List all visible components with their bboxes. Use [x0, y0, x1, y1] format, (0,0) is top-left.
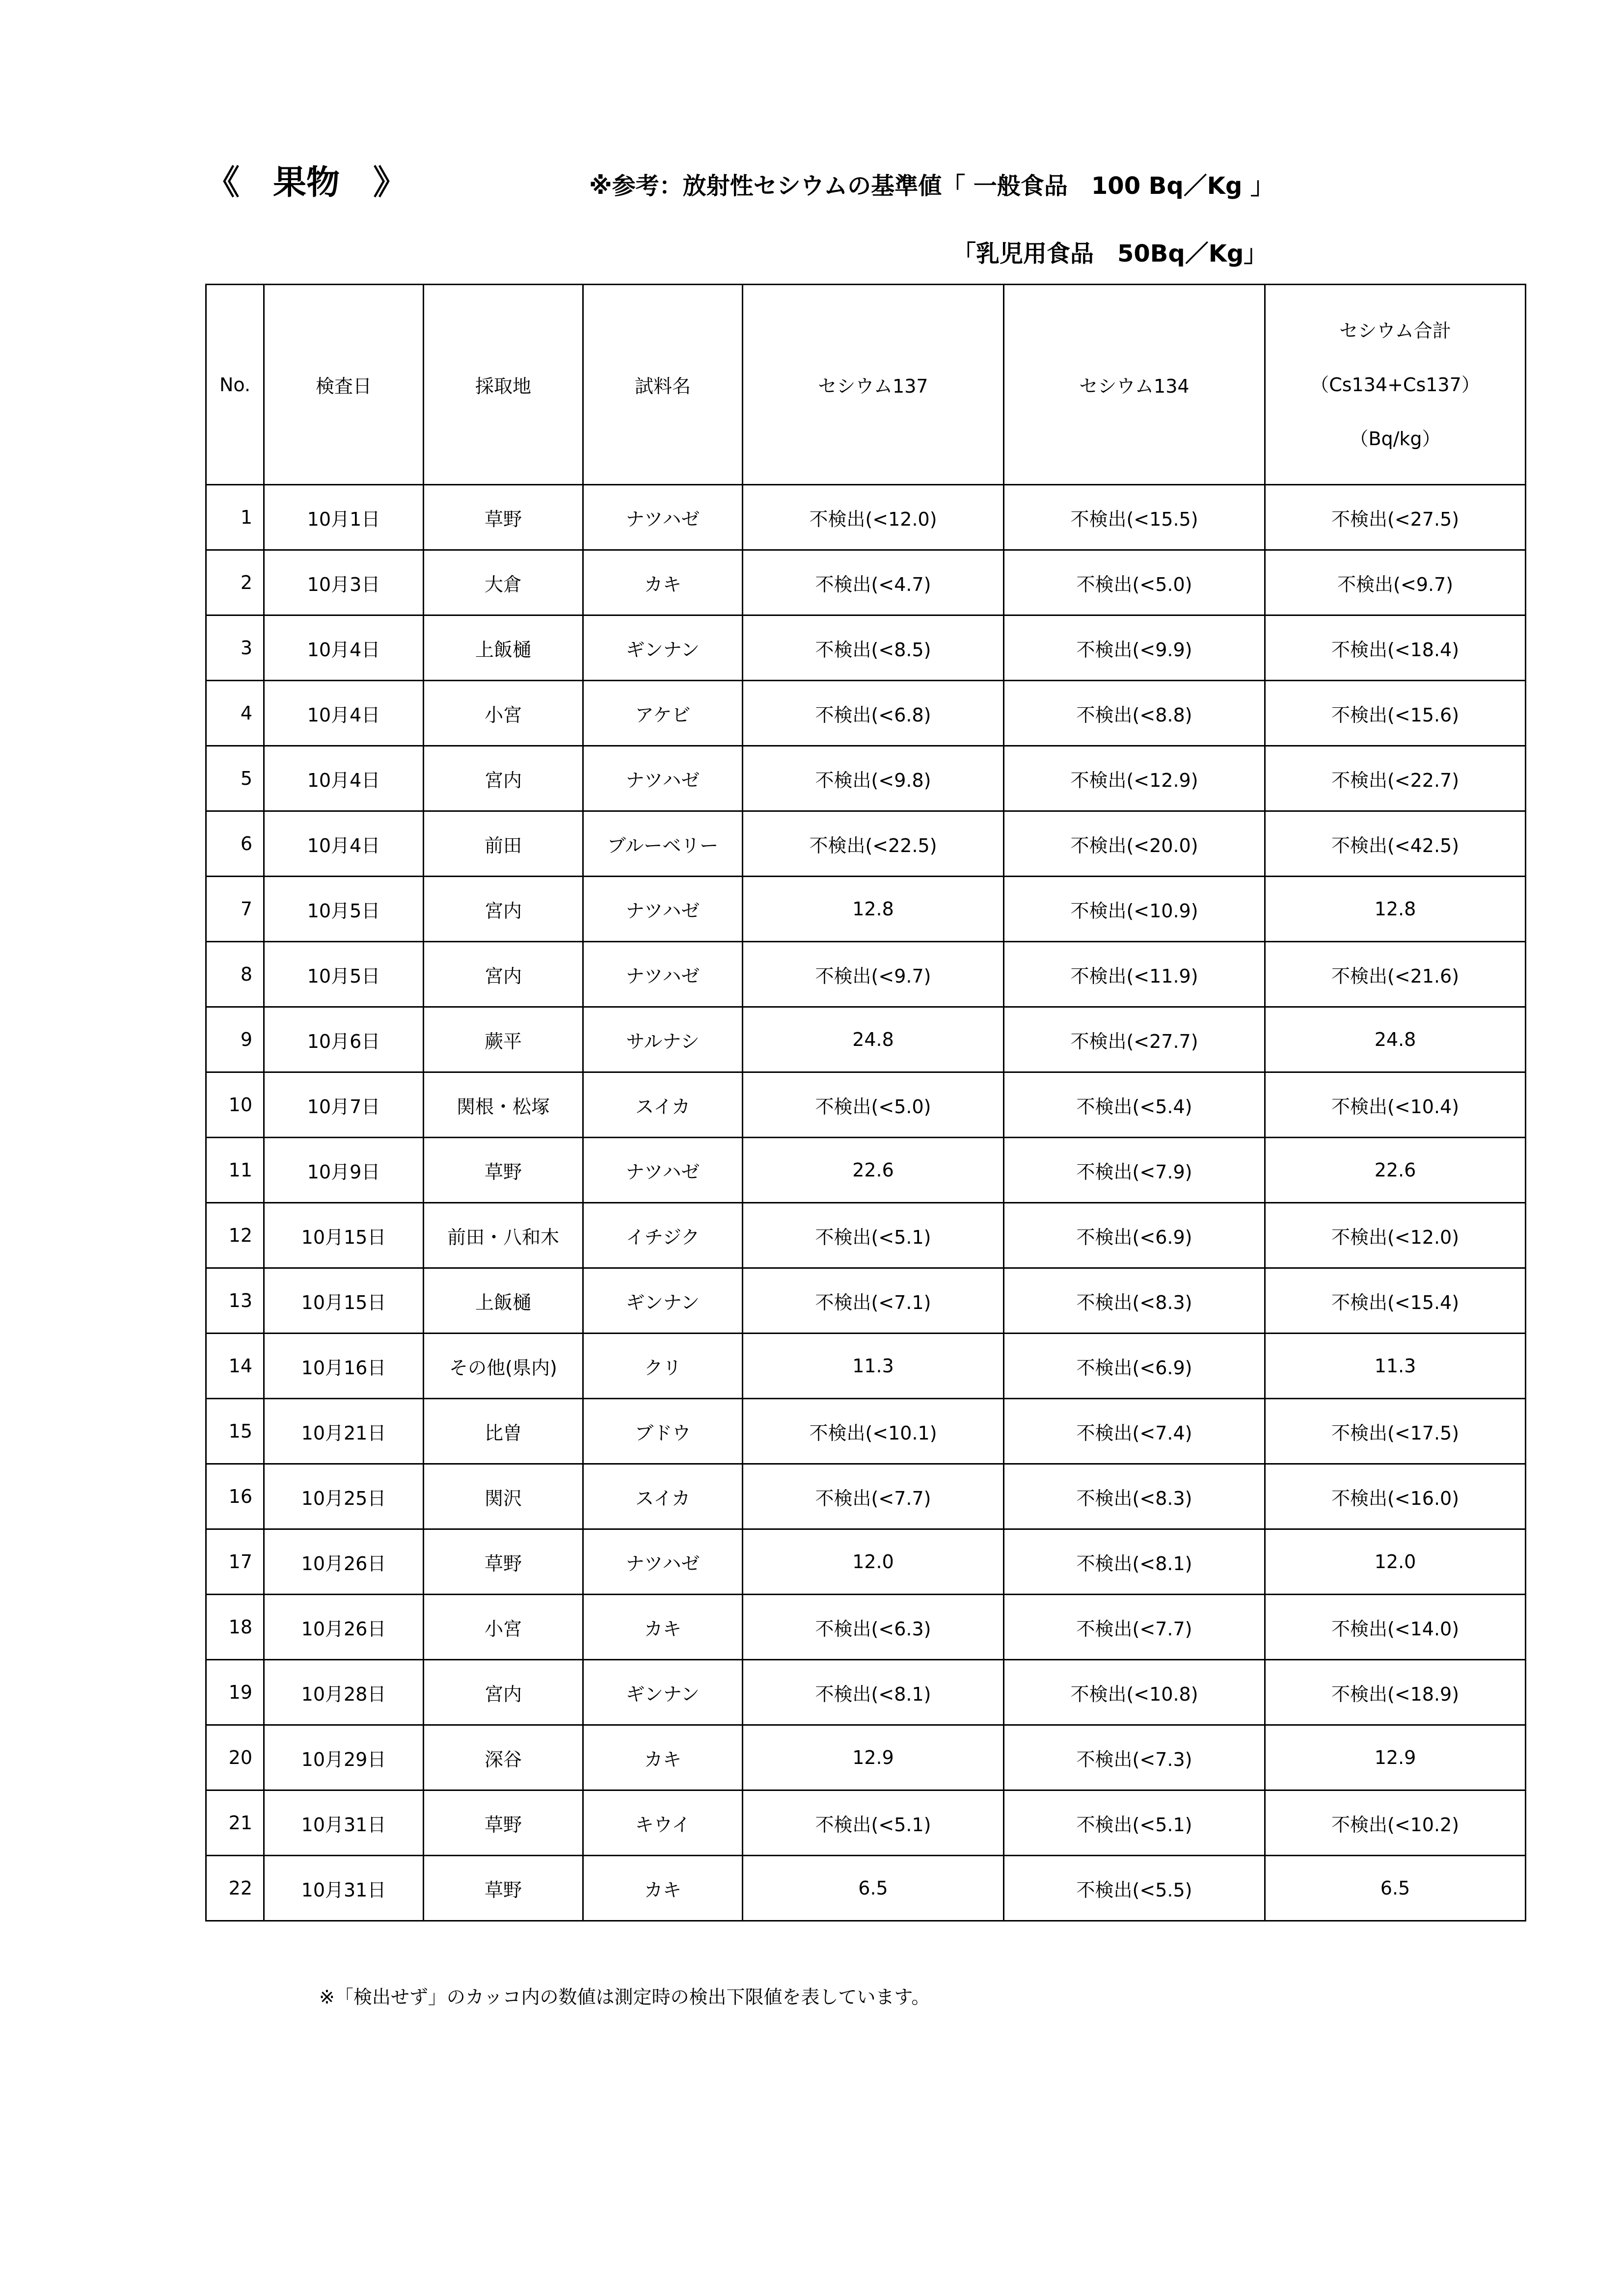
- table-row: [206, 550, 1526, 615]
- cell-total: 22.6: [1265, 1138, 1526, 1203]
- cell-date: 10月4日: [264, 746, 424, 811]
- cell-cs137: 12.0: [743, 1529, 1004, 1595]
- table-row: [206, 746, 1526, 811]
- cell-total: 不検出(<42.5): [1265, 811, 1526, 877]
- cell-date: 10月7日: [264, 1072, 424, 1138]
- cell-sample: ナツハゼ: [583, 1138, 743, 1203]
- table-row: [206, 1138, 1526, 1203]
- cell-date: 10月5日: [264, 877, 424, 942]
- cell-sample: ギンナン: [583, 1268, 743, 1334]
- cell-no: 21: [206, 1790, 264, 1856]
- cell-location: 草野: [424, 1529, 583, 1595]
- cell-total: 不検出(<9.7): [1265, 550, 1526, 615]
- cell-cs137: 6.5: [743, 1856, 1004, 1921]
- cell-sample: クリ: [583, 1334, 743, 1399]
- table-row: [206, 1595, 1526, 1660]
- cell-sample: ブドウ: [583, 1399, 743, 1464]
- cell-no: 5: [206, 746, 264, 811]
- cell-total: 不検出(<12.0): [1265, 1203, 1526, 1268]
- cell-date: 10月26日: [264, 1529, 424, 1595]
- cell-date: 10月4日: [264, 811, 424, 877]
- cell-cs137: 24.8: [743, 1007, 1004, 1072]
- cell-no: 18: [206, 1595, 264, 1660]
- table-row: [206, 615, 1526, 681]
- cell-sample: カキ: [583, 550, 743, 615]
- cell-cs137: 不検出(<5.1): [743, 1790, 1004, 1856]
- table-row: [206, 1399, 1526, 1464]
- cell-location: 蕨平: [424, 1007, 583, 1072]
- cell-no: 2: [206, 550, 264, 615]
- cell-date: 10月29日: [264, 1725, 424, 1790]
- cell-no: 9: [206, 1007, 264, 1072]
- cell-cs137: 不検出(<6.8): [743, 681, 1004, 746]
- cell-cs134: 不検出(<27.7): [1004, 1007, 1265, 1072]
- cell-total: 不検出(<14.0): [1265, 1595, 1526, 1660]
- cell-no: 15: [206, 1399, 264, 1464]
- table-row: [206, 1334, 1526, 1399]
- cell-cs134: 不検出(<5.0): [1004, 550, 1265, 615]
- cell-cs137: 不検出(<9.7): [743, 942, 1004, 1007]
- cell-cs134: 不検出(<8.3): [1004, 1464, 1265, 1529]
- cell-total: 不検出(<22.7): [1265, 746, 1526, 811]
- cell-total: 12.0: [1265, 1529, 1526, 1595]
- cell-cs134: 不検出(<5.5): [1004, 1856, 1265, 1921]
- cell-total: 不検出(<18.4): [1265, 615, 1526, 681]
- cell-date: 10月5日: [264, 942, 424, 1007]
- cell-location: 宮内: [424, 877, 583, 942]
- reference-general-food: ※参考：放射性セシウムの基準値「 一般食品 100 Bq／Kg 」: [589, 172, 1274, 200]
- cell-cs137: 不検出(<9.8): [743, 746, 1004, 811]
- cell-total: 不検出(<17.5): [1265, 1399, 1526, 1464]
- cell-cs134: 不検出(<11.9): [1004, 942, 1265, 1007]
- cell-total: 不検出(<15.6): [1265, 681, 1526, 746]
- cell-sample: カキ: [583, 1856, 743, 1921]
- cell-cs137: 11.3: [743, 1334, 1004, 1399]
- cell-location: 深谷: [424, 1725, 583, 1790]
- cell-sample: ブルーベリー: [583, 811, 743, 877]
- cell-no: 20: [206, 1725, 264, 1790]
- cell-location: 関根・松塚: [424, 1072, 583, 1138]
- cell-total: 12.8: [1265, 877, 1526, 942]
- cell-cs134: 不検出(<9.9): [1004, 615, 1265, 681]
- cell-cs134: 不検出(<7.3): [1004, 1725, 1265, 1790]
- cell-date: 10月4日: [264, 681, 424, 746]
- cell-total: 不検出(<10.2): [1265, 1790, 1526, 1856]
- cell-cs137: 不検出(<7.7): [743, 1464, 1004, 1529]
- cell-sample: ナツハゼ: [583, 1529, 743, 1595]
- cell-sample: スイカ: [583, 1072, 743, 1138]
- cell-location: 草野: [424, 1790, 583, 1856]
- table-row: [206, 1529, 1526, 1595]
- cell-total: 12.9: [1265, 1725, 1526, 1790]
- header-cs134: セシウム134: [1004, 285, 1265, 485]
- cell-date: 10月3日: [264, 550, 424, 615]
- cell-no: 6: [206, 811, 264, 877]
- cell-date: 10月31日: [264, 1856, 424, 1921]
- cell-cs137: 不検出(<6.3): [743, 1595, 1004, 1660]
- cell-total: 不検出(<15.4): [1265, 1268, 1526, 1334]
- cell-no: 22: [206, 1856, 264, 1921]
- cell-date: 10月4日: [264, 615, 424, 681]
- cell-no: 10: [206, 1072, 264, 1138]
- header-cs137: セシウム137: [743, 285, 1004, 485]
- cell-cs134: 不検出(<15.5): [1004, 485, 1265, 550]
- cell-date: 10月15日: [264, 1268, 424, 1334]
- cell-location: 上飯樋: [424, 615, 583, 681]
- cell-cs137: 不検出(<8.5): [743, 615, 1004, 681]
- cell-cs137: 不検出(<5.0): [743, 1072, 1004, 1138]
- cell-location: 比曽: [424, 1399, 583, 1464]
- cell-location: 草野: [424, 1856, 583, 1921]
- cell-no: 3: [206, 615, 264, 681]
- cell-total: 11.3: [1265, 1334, 1526, 1399]
- cell-cs137: 不検出(<5.1): [743, 1203, 1004, 1268]
- cell-cs134: 不検出(<20.0): [1004, 811, 1265, 877]
- cell-no: 1: [206, 485, 264, 550]
- cell-date: 10月9日: [264, 1138, 424, 1203]
- cell-location: 草野: [424, 1138, 583, 1203]
- table-row: [206, 942, 1526, 1007]
- table-row: [206, 1203, 1526, 1268]
- cell-location: 宮内: [424, 942, 583, 1007]
- cell-cs137: 12.9: [743, 1725, 1004, 1790]
- cell-total: 不検出(<16.0): [1265, 1464, 1526, 1529]
- table-row: [206, 1790, 1526, 1856]
- cell-location: 関沢: [424, 1464, 583, 1529]
- cell-sample: ナツハゼ: [583, 942, 743, 1007]
- table-row: [206, 1856, 1526, 1921]
- cell-cs134: 不検出(<10.9): [1004, 877, 1265, 942]
- cell-date: 10月31日: [264, 1790, 424, 1856]
- header-total: [1265, 285, 1526, 485]
- cell-cs137: 不検出(<8.1): [743, 1660, 1004, 1725]
- table-row: [206, 877, 1526, 942]
- cell-cs134: 不検出(<7.9): [1004, 1138, 1265, 1203]
- cell-no: 11: [206, 1138, 264, 1203]
- cell-location: 小宮: [424, 681, 583, 746]
- cell-sample: ギンナン: [583, 1660, 743, 1725]
- cell-cs137: 不検出(<22.5): [743, 811, 1004, 877]
- cell-cs134: 不検出(<7.4): [1004, 1399, 1265, 1464]
- cell-cs134: 不検出(<12.9): [1004, 746, 1265, 811]
- cell-sample: アケビ: [583, 681, 743, 746]
- cell-no: 7: [206, 877, 264, 942]
- header-total-line3: （Bq/kg）: [1350, 427, 1441, 450]
- table-row: [206, 1725, 1526, 1790]
- cell-cs134: 不検出(<5.1): [1004, 1790, 1265, 1856]
- table-row: [206, 1268, 1526, 1334]
- table-row: [206, 1464, 1526, 1529]
- cell-cs137: 不検出(<7.1): [743, 1268, 1004, 1334]
- table-row: [206, 811, 1526, 877]
- cell-date: 10月28日: [264, 1660, 424, 1725]
- cell-sample: カキ: [583, 1595, 743, 1660]
- cell-sample: イチジク: [583, 1203, 743, 1268]
- cesium-results-table: [205, 284, 1526, 1922]
- cell-total: 24.8: [1265, 1007, 1526, 1072]
- table-row: [206, 1007, 1526, 1072]
- cell-no: 17: [206, 1529, 264, 1595]
- cell-cs134: 不検出(<8.1): [1004, 1529, 1265, 1595]
- header-sample: 試料名: [583, 285, 743, 485]
- cell-no: 19: [206, 1660, 264, 1725]
- cell-date: 10月26日: [264, 1595, 424, 1660]
- cell-no: 16: [206, 1464, 264, 1529]
- cell-location: 宮内: [424, 746, 583, 811]
- cell-location: 大倉: [424, 550, 583, 615]
- cell-location: 前田・八和木: [424, 1203, 583, 1268]
- cell-date: 10月1日: [264, 485, 424, 550]
- table-row: [206, 1072, 1526, 1138]
- header-date: 検査日: [264, 285, 424, 485]
- table-row: [206, 485, 1526, 550]
- header-location: 採取地: [424, 285, 583, 485]
- footnote: ※「検出せず」のカッコ内の数値は測定時の検出下限値を表しています。: [319, 1986, 930, 2008]
- header-total-line2: （Cs134+Cs137）: [1310, 374, 1480, 396]
- cell-sample: スイカ: [583, 1464, 743, 1529]
- cell-sample: ギンナン: [583, 615, 743, 681]
- reference-infant-food: 「乳児用食品 50Bq／Kg」: [952, 240, 1268, 267]
- cell-date: 10月16日: [264, 1334, 424, 1399]
- cell-total: 6.5: [1265, 1856, 1526, 1921]
- cell-total: 不検出(<21.6): [1265, 942, 1526, 1007]
- table-header-row: [206, 285, 1526, 485]
- cell-location: 宮内: [424, 1660, 583, 1725]
- cell-cs134: 不検出(<8.8): [1004, 681, 1265, 746]
- cell-location: 上飯樋: [424, 1268, 583, 1334]
- cell-cs134: 不検出(<5.4): [1004, 1072, 1265, 1138]
- cell-no: 13: [206, 1268, 264, 1334]
- cell-total: 不検出(<18.9): [1265, 1660, 1526, 1725]
- cell-total: 不検出(<10.4): [1265, 1072, 1526, 1138]
- cell-cs137: 不検出(<10.1): [743, 1399, 1004, 1464]
- cell-sample: ナツハゼ: [583, 746, 743, 811]
- cell-cs134: 不検出(<6.9): [1004, 1334, 1265, 1399]
- page-title: 《 果物 》: [206, 163, 407, 202]
- cell-location: 小宮: [424, 1595, 583, 1660]
- cell-location: 前田: [424, 811, 583, 877]
- header-no: No.: [206, 285, 264, 485]
- cell-location: その他(県内): [424, 1334, 583, 1399]
- cell-no: 12: [206, 1203, 264, 1268]
- table-row: [206, 681, 1526, 746]
- cell-cs137: 12.8: [743, 877, 1004, 942]
- cell-cs137: 不検出(<4.7): [743, 550, 1004, 615]
- cell-date: 10月25日: [264, 1464, 424, 1529]
- cell-sample: キウイ: [583, 1790, 743, 1856]
- cell-date: 10月15日: [264, 1203, 424, 1268]
- cell-cs134: 不検出(<7.7): [1004, 1595, 1265, 1660]
- cell-sample: ナツハゼ: [583, 877, 743, 942]
- cell-no: 14: [206, 1334, 264, 1399]
- cell-location: 草野: [424, 485, 583, 550]
- cell-cs137: 22.6: [743, 1138, 1004, 1203]
- cell-sample: カキ: [583, 1725, 743, 1790]
- cell-sample: ナツハゼ: [583, 485, 743, 550]
- cell-no: 4: [206, 681, 264, 746]
- table-body: [206, 485, 1526, 1921]
- table-row: [206, 1660, 1526, 1725]
- cell-total: 不検出(<27.5): [1265, 485, 1526, 550]
- header-total-line1: セシウム合計: [1339, 320, 1451, 342]
- cell-date: 10月6日: [264, 1007, 424, 1072]
- cell-cs134: 不検出(<6.9): [1004, 1203, 1265, 1268]
- cell-cs134: 不検出(<8.3): [1004, 1268, 1265, 1334]
- cell-date: 10月21日: [264, 1399, 424, 1464]
- cell-cs134: 不検出(<10.8): [1004, 1660, 1265, 1725]
- cell-sample: サルナシ: [583, 1007, 743, 1072]
- cell-no: 8: [206, 942, 264, 1007]
- cell-cs137: 不検出(<12.0): [743, 485, 1004, 550]
